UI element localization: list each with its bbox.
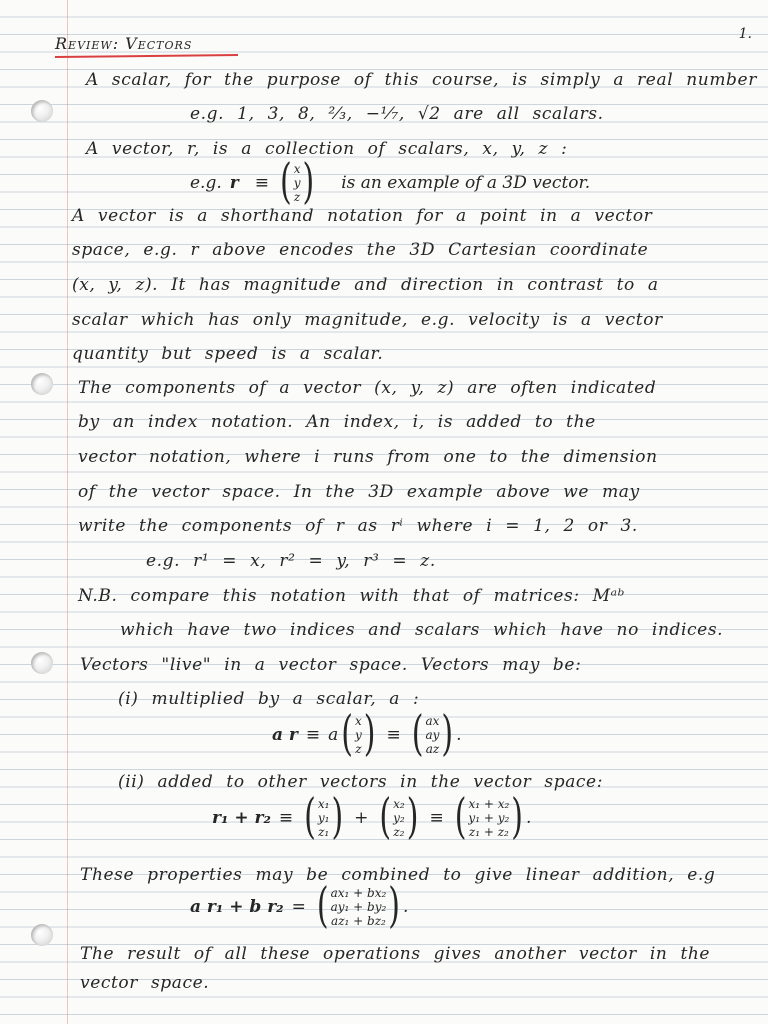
eq-lhs: r [229,173,239,193]
text-line: which have two indices and scalars which have no indices. [120,620,724,640]
vector-entry: az [425,742,440,756]
text-line: of the vector space. In the 3D example above we may [78,482,640,502]
vector-entry: x₁ + x₂ [468,797,510,811]
text-line: (ii) added to other vectors in the vector space: [118,772,604,792]
eq-equiv: ≡ [386,725,401,745]
eq-equiv: ≡ [254,173,269,193]
vector-entry: x [293,162,301,176]
text-line: quantity but speed is a scalar. [72,344,384,364]
column-vector: ( ax ay az ) [411,706,454,763]
text-line: Vectors "live" in a vector space. Vectors may be: [80,655,582,675]
vector-entry: z₁ [318,825,330,839]
text-line: by an index notation. An index, i, is added to the [78,412,596,432]
text-line: vector space. [80,973,210,993]
vector-entry: x [355,714,362,728]
equation-scalar-multiplication [272,706,462,763]
vector-entry: y₁ [317,811,330,825]
page-number: 1. [738,26,752,42]
eq-lhs: a r₁ + b r₂ [190,897,284,917]
page-title: Review: Vectors [55,34,193,53]
vector-entry: ay [425,728,440,742]
text-line: space, e.g. r above encodes the 3D Cartesian coordinate [72,240,649,260]
equation-vector-addition [212,789,532,846]
eq-equiv: = [291,897,306,917]
vector-entry: y₂ [393,811,405,825]
vector-entry: ax₁ + bx₂ [330,886,387,900]
text-line: write the components of r as rⁱ where i = 1, 2 or 3. [78,516,638,536]
text-line: These properties may be combined to give linear addition, e.g [80,865,716,885]
column-vector: ( x₁ y₁ z₁ ) [304,789,344,846]
eq-end: . [526,808,532,828]
text-line: scalar which has only magnitude, e.g. velocity is a vector [72,310,663,330]
vector-entry: ay₁ + by₂ [330,900,387,914]
eq-lhs: r₁ + r₂ [212,808,271,828]
eq-scalar: a [328,725,339,745]
column-vector: ( x₂ y₂ z₂ ) [379,789,419,846]
text-line: A scalar, for the purpose of this course, is simply a real number [86,70,757,90]
text-line: (i) multiplied by a scalar, a : [118,689,420,709]
vector-entry: y [293,176,301,190]
eq-label: e.g. [190,173,222,193]
binder-hole [31,652,53,674]
text-line: (x, y, z). It has magnitude and direction in contrast to a [72,275,659,295]
eq-plus: + [354,808,369,828]
vector-entry: y₁ + y₂ [468,811,510,825]
binder-hole [31,924,53,946]
eq-lhs: a r [272,725,298,745]
eq-end: . [403,897,409,917]
text-line: A vector is a shorthand notation for a point in a vector [72,206,653,226]
column-vector: ( x y z ) [279,154,315,211]
eq-equiv: ≡ [429,808,444,828]
binder-hole [31,100,53,122]
vector-entry: z [293,190,301,204]
text-line: The result of all these operations gives another vector in the [80,944,711,964]
vector-entry: x₁ [317,797,330,811]
equation-linear-addition [190,878,409,935]
binder-hole [31,373,53,395]
vector-entry: y [355,728,362,742]
equation-example-vector [190,154,591,211]
text-line: e.g. 1, 3, 8, ²⁄₃, −¹⁄₇, √2 are all scalars. [190,104,604,124]
vector-entry: x₂ [393,797,405,811]
eq-equiv: ≡ [278,808,294,828]
title-underline [55,54,238,58]
vector-entry: z₁ + z₂ [468,825,509,839]
vector-entry: z₂ [393,825,405,839]
column-vector: ( x y z ) [341,706,376,763]
eq-caption: is an example of a 3D vector. [341,173,591,193]
eq-equiv: ≡ [305,725,321,745]
text-line: vector notation, where i runs from one to the dimension [78,447,658,467]
vector-entry: z [355,742,362,756]
eq-end: . [456,725,462,745]
vector-entry: ax [425,714,440,728]
vector-entry: az₁ + bz₂ [331,914,386,928]
text-line: A vector, r, is a collection of scalars, x, y, z : [86,139,568,159]
text-line: N.B. compare this notation with that of matrices: Mᵃᵇ [78,586,626,606]
column-vector: ( ax₁ + bx₂ ay₁ + by₂ az₁ + bz₂ ) [316,878,401,935]
text-line: e.g. r¹ = x, r² = y, r³ = z. [146,551,436,571]
column-vector: ( x₁ + x₂ y₁ + y₂ z₁ + z₂ ) [454,789,524,846]
text-line: The components of a vector (x, y, z) are often indicated [78,378,657,398]
